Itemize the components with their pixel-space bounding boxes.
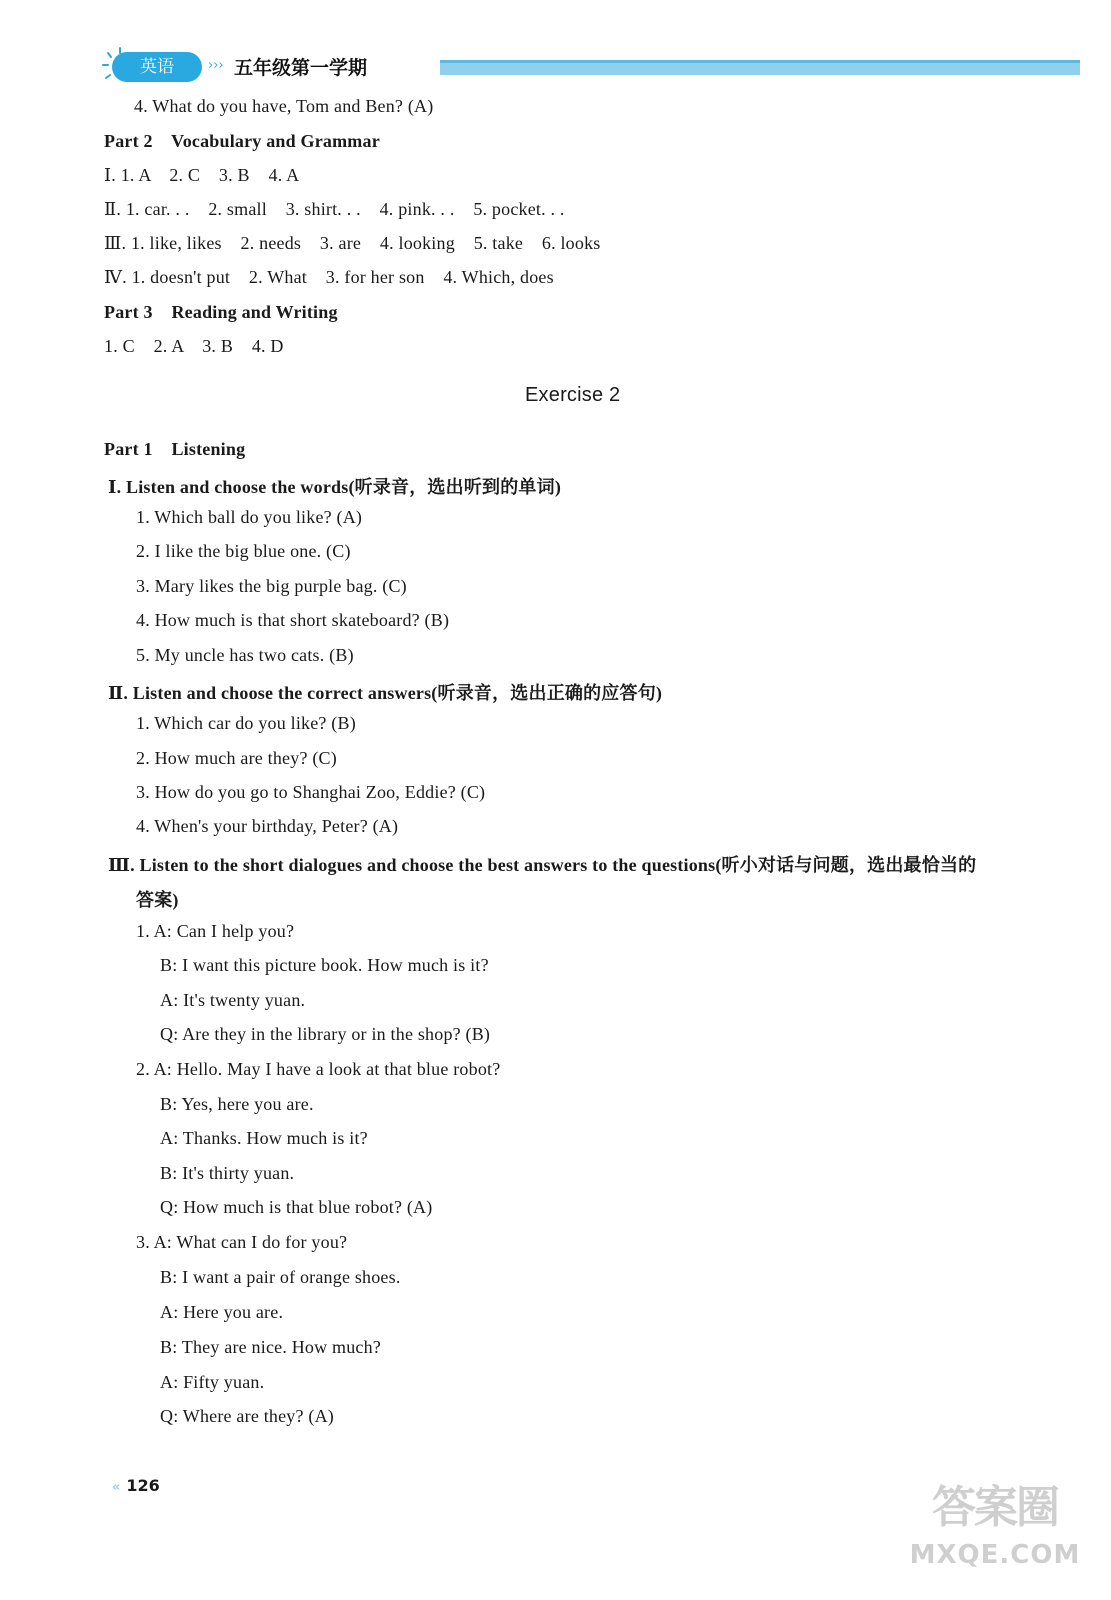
subject-badge: 英语 [112, 52, 202, 82]
answer-line: 3. A: What can I do for you? [136, 1232, 348, 1252]
answer-line: A: Fifty yuan. [160, 1372, 265, 1392]
answer-line: B: I want this picture book. How much is it? [160, 955, 489, 975]
section-heading: Part 1 Listening [104, 439, 246, 459]
answer-line: A: Thanks. How much is it? [160, 1128, 368, 1148]
answer-line: B: I want a pair of orange shoes. [160, 1267, 401, 1287]
page-footer [112, 1476, 160, 1495]
page-header [100, 46, 1080, 86]
answer-line: B: It's thirty yuan. [160, 1163, 295, 1183]
answer-line: B: Yes, here you are. [160, 1094, 314, 1114]
section-title: Exercise 2 [525, 384, 621, 406]
answer-line: 2. A: Hello. May I have a look at that blue robot? [136, 1059, 501, 1079]
grade-title: 五年级第一学期 [234, 57, 368, 79]
header-bar [440, 60, 1080, 75]
header-arrows: ››› [208, 58, 224, 73]
answer-line: Ⅳ. 1. doesn't put 2. What 3. for her son 4. Which, does [104, 267, 554, 287]
answer-line: 3. How do you go to Shanghai Zoo, Eddie? (C) [136, 782, 486, 802]
answer-line: 1. C 2. A 3. B 4. D [104, 336, 284, 356]
answer-line: 2. How much are they? (C) [136, 748, 337, 768]
answer-line: 1. Which ball do you like? (A) [136, 507, 363, 527]
section-heading: Part 3 Reading and Writing [104, 302, 338, 322]
answer-line: Ⅲ. 1. like, likes 2. needs 3. are 4. looking 5. take 6. looks [104, 233, 601, 253]
section-heading: 答案) [136, 890, 179, 910]
section-heading: Part 2 Vocabulary and Grammar [104, 131, 380, 151]
answer-line: Q: Where are they? (A) [160, 1406, 334, 1426]
section-heading: Ⅲ. Listen to the short dialogues and choose the best answers to the questions(听小对话与问题，选出最恰当的 [108, 855, 977, 875]
page-number: 126 [126, 1476, 160, 1495]
answer-line: Ⅰ. 1. A 2. C 3. B 4. A [104, 165, 300, 185]
answer-line: 5. My uncle has two cats. (B) [136, 645, 354, 665]
answer-line: A: It's twenty yuan. [160, 990, 306, 1010]
watermark-bottom: MXQE.COM [909, 1540, 1081, 1570]
answer-line: 4. How much is that short skateboard? (B) [136, 610, 450, 630]
answer-line: 4. What do you have, Tom and Ben? (A) [134, 96, 434, 116]
answer-line: A: Here you are. [160, 1302, 284, 1322]
answer-line: Ⅱ. 1. car. . . 2. small 3. shirt. . . 4. pink. . . 5. pocket. . . [104, 199, 565, 219]
answer-line: 2. I like the big blue one. (C) [136, 541, 351, 561]
answer-line: Q: Are they in the library or in the shop? (B) [160, 1024, 491, 1044]
watermark-top: 答案圈 [932, 1482, 1058, 1533]
answer-line: Q: How much is that blue robot? (A) [160, 1197, 433, 1217]
answer-line: 3. Mary likes the big purple bag. (C) [136, 576, 407, 596]
answer-line: 1. Which car do you like? (B) [136, 713, 356, 733]
section-heading: Ⅰ. Listen and choose the words(听录音，选出听到的单词) [108, 477, 562, 497]
answer-line: 4. When's your birthday, Peter? (A) [136, 816, 399, 836]
watermark-logo [905, 1478, 1085, 1588]
answer-line: B: They are nice. How much? [160, 1337, 381, 1357]
answer-line: 1. A: Can I help you? [136, 921, 295, 941]
chevron-left-icon: « [112, 1480, 121, 1495]
section-heading: Ⅱ. Listen and choose the correct answers(听录音，选出正确的应答句) [108, 683, 663, 703]
